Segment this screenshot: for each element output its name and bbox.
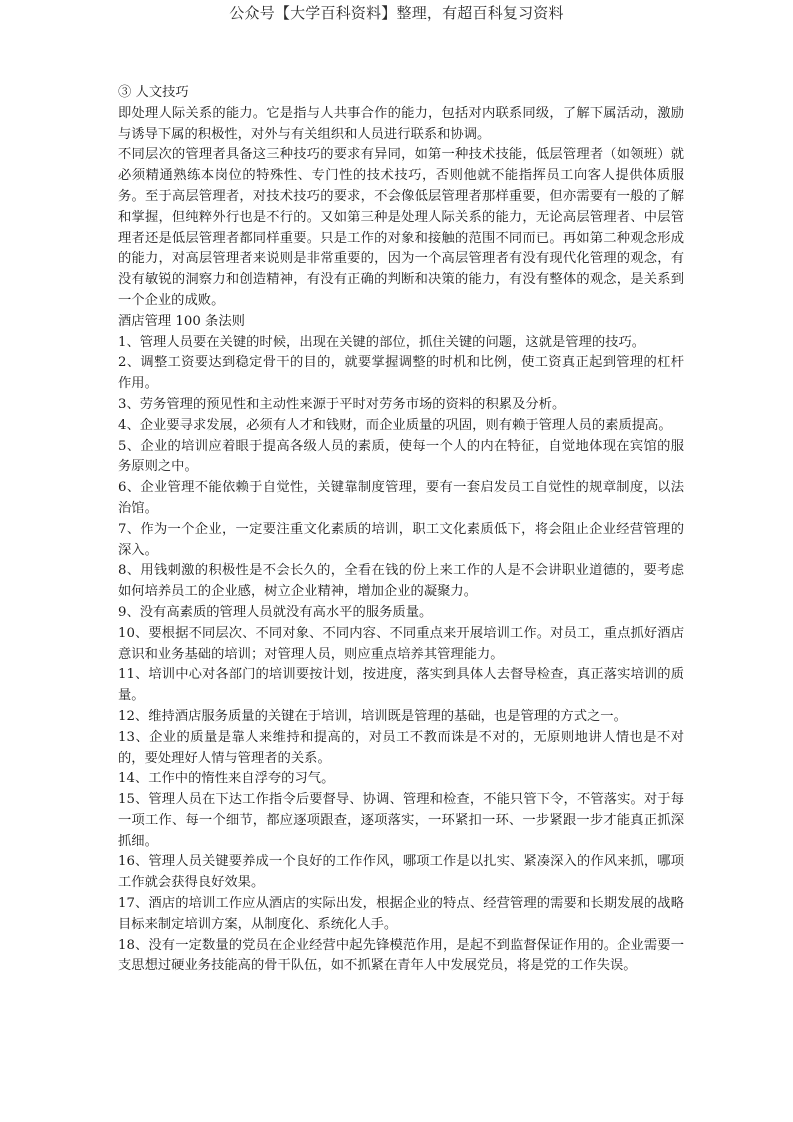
paragraph: 不同层次的管理者具备这三种技巧的要求有异同，如第一种技术技能，低层管理者（如领班）就必须精通熟练本岗位的特殊性、专门性的技术技巧，否则他就不能指挥员工向客人提供体质服务。至于高层管理者，对技术技巧的要求，不会像低层管理者那样重要，但亦需要有一般的了解和掌握，但纯粹外行也是不行的。又如第三种是处理人际关系的能力，无论高层管理者、中层管理者还是低层管理者都同样重要。只是工作的对象和接触的范围不同而已。再如第二种观念形成的能力，对高层管理者来说则是非常重要的，因为一个高层管理者有没有现代化管理的观念，有没有敏锐的洞察力和创造精神，有没有正确的判断和决策的能力，有没有整体的观念，是关系到一个企业的成败。 (118, 147, 684, 308)
rule-item: 18、没有一定数量的党员在企业经营中起先锋模范作用，是起不到监督保证作用的。企业需要一支思想过硬业务技能高的骨干队伍，如不抓紧在青年人中发展党员，将是党的工作失误。 (118, 937, 684, 974)
rule-item: 8、用钱刺激的积极性是不会长久的，全看在钱的份上来工作的人是不会讲职业道德的，要考虑如何培养员工的企业感，树立企业精神，增加企业的凝聚力。 (118, 563, 684, 600)
rule-item: 13、企业的质量是靠人来维持和提高的，对员工不教而诛是不对的，无原则地讲人情也是不对的，要处理好人情与管理者的关系。 (118, 729, 684, 766)
rule-item: 10、要根据不同层次、不同对象、不同内容、不同重点来开展培训工作。对员工，重点抓好酒店意识和业务基础的培训；对管理人员，则应重点培养其管理能力。 (118, 625, 684, 662)
rule-item: 1、管理人员要在关键的时候，出现在关键的部位，抓住关键的问题，这就是管理的技巧。 (118, 334, 646, 350)
paragraph: 即处理人际关系的能力。它是指与人共事合作的能力，包括对内联系同级，了解下属活动，激励与诱导下属的积极性，对外与有关组织和人员进行联系和协调。 (118, 105, 684, 142)
rule-item: 6、企业管理不能依赖于自觉性，关键靠制度管理，要有一套启发员工自觉性的规章制度，以法治馆。 (118, 480, 684, 516)
rule-item: 11、培训中心对各部门的培训要按计划，按进度，落实到具体人去督导检查，真正落实培训的质量。 (118, 667, 684, 704)
rule-item: 15、管理人员在下达工作指令后要督导、协调、管理和检查，不能只管下令，不管落实。对于每一项工作、每一个细节，都应逐项跟查，逐项落实，一环紧扣一环、一步紧跟一步才能真正抓深抓细。 (118, 792, 684, 849)
rule-item: 9、没有高素质的管理人员就没有高水平的服务质量。 (118, 604, 433, 620)
rule-item: 2、调整工资要达到稳定骨干的目的，就要掌握调整的时机和比例，使工资真正起到管理的杠杆作用。 (118, 355, 684, 392)
rule-item: 7、作为一个企业，一定要注重文化素质的培训，职工文化素质低下，将会阻止企业经营管理的深入。 (118, 521, 684, 558)
rule-item: 17、酒店的培训工作应从酒店的实际出发，根据企业的特点、经营管理的需要和长期发展的战略目标来制定培训方案，从制度化、系统化人手。 (118, 896, 684, 932)
rule-item: 5、企业的培训应着眼于提高各级人员的素质，使每一个人的内在特征，自觉地体现在宾馆的服务原则之中。 (118, 438, 684, 475)
section-title: ③ 人文技巧 (118, 85, 189, 100)
rule-item: 16、管理人员关键要养成一个良好的工作作风，哪项工作是以扎实、紧凑深入的作风来抓，哪项工作就会获得良好效果。 (118, 854, 684, 891)
rule-item: 14、工作中的惰性来自浮夸的习气。 (118, 771, 335, 787)
rule-item: 12、维持酒店服务质量的关键在于培训，培训既是管理的基础，也是管理的方式之一。 (118, 708, 627, 724)
page-header: 公众号【大学百科资料】整理，有超百科复习资料 (229, 4, 564, 22)
rules-title: 酒店管理 100 条法则 (118, 313, 245, 329)
rule-item: 4、企业要寻求发展，必须有人才和钱财，而企业质量的巩固，则有赖于管理人员的素质提高。 (118, 417, 672, 433)
document-body (118, 83, 684, 977)
rule-item: 3、劳务管理的预见性和主动性来源于平时对劳务市场的资料的积累及分析。 (118, 396, 566, 412)
